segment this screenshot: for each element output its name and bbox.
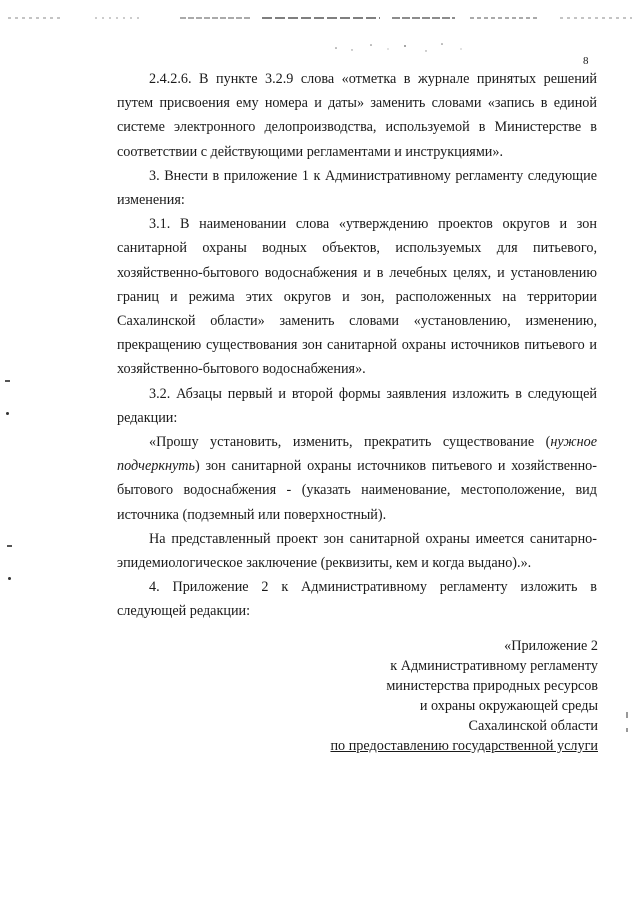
appendix-line: Сахалинской области	[468, 717, 598, 734]
application-form-paragraph-2: На представленный проект зон санитарной охраны имеется санитарно-эпидемиологическое заключение (реквизиты, кем и когда выдано).».	[117, 530, 597, 572]
application-form-text-start: «Прошу установить, изменить, прекратить существование (	[149, 434, 551, 451]
application-form-text-end: ) зон санитарной охраны источников питьевого и хозяйственно-бытового водоснабжения - (указать наименование, местоположение, вид источника (подземный или поверхностный).	[117, 458, 597, 523]
appendix-line: «Приложение 2	[504, 637, 598, 654]
italic-note: нужное подчеркнуть	[117, 434, 597, 475]
appendix-line: и охраны окружающей среды	[419, 697, 598, 714]
appendix-line: по предоставлению государственной услуги	[330, 737, 598, 754]
appendix-line: к Административному регламенту	[390, 657, 598, 674]
paragraph-3-2: 3.2. Абзацы первый и второй формы заявления изложить в следующей редакции:	[117, 385, 597, 426]
scan-artifact-top	[0, 14, 640, 22]
appendix-header	[0, 636, 640, 756]
paragraph-3-1: 3.1. В наименовании слова «утверждению проектов округов и зон санитарной охраны водных объектов, используемых для питьевого, хозяйственно-бытового водоснабжения и в лечебных целях, и установлению границ и режима этих округов и зон, расположенных на территории Сахалинской области» заменить словами «установлению, изменению, прекращению существования зон санитарной охраны источников питьевого и хозяйственно-бытового водоснабжения».	[117, 216, 597, 378]
document-body	[0, 67, 640, 756]
paragraph-4: 4. Приложение 2 к Административному регламенту изложить в следующей редакции:	[117, 579, 597, 620]
application-form-paragraph-1	[0, 430, 640, 527]
page-number: 8	[583, 55, 589, 67]
appendix-line: министерства природных ресурсов	[386, 677, 598, 694]
paragraph-3: 3. Внести в приложение 1 к Административному регламенту следующие изменения:	[117, 167, 597, 209]
scan-speckles	[330, 40, 470, 54]
paragraph-2-4-2-6: 2.4.2.6. В пункте 3.2.9 слова «отметка в журнале принятых решений путем присвоения ему номера и даты» заменить словами «запись в единой системе электронного делопроизводства, используемой в Министерстве в соответствии с действующими регламентами и инструкциями».	[117, 71, 597, 160]
